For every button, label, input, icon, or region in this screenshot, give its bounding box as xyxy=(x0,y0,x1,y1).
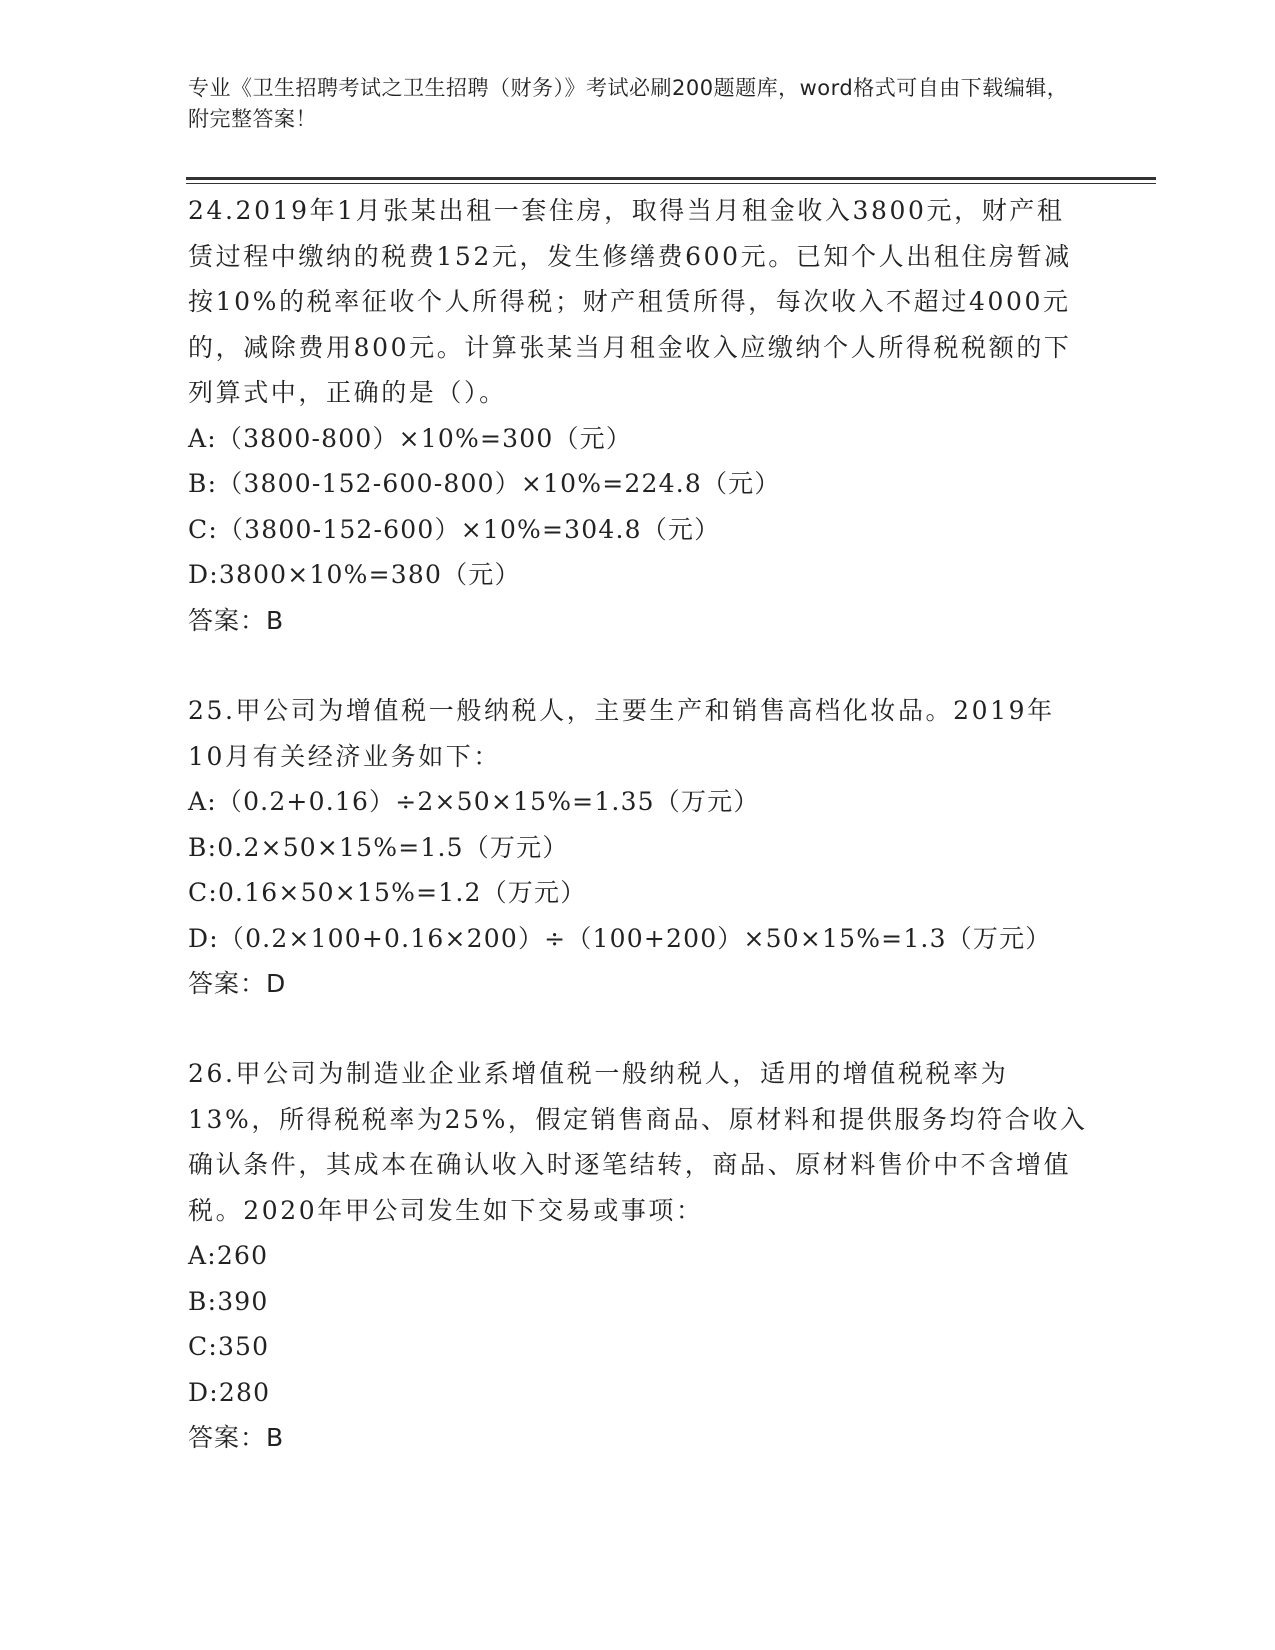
header-divider-thick xyxy=(186,177,1156,180)
question-stem: 26.甲公司为制造业企业系增值税一般纳税人，适用的增值税税率为13%，所得税税率为25%，假定销售商品、原材料和提供服务均符合收入确认条件，其成本在确认收入时逐笔结转，商品、原材料售价中不含增值税。2020年甲公司发生如下交易或事项： xyxy=(188,1059,1088,1225)
answer-line: 答案：B xyxy=(188,605,285,635)
option-a: A:260 xyxy=(188,1241,269,1270)
option-c: C:0.16×50×15%=1.2（万元） xyxy=(188,878,587,907)
question-26 xyxy=(188,1051,1088,1461)
option-d: D:3800×10%=380（元） xyxy=(188,560,521,589)
option-a: A:（0.2+0.16）÷2×50×15%=1.35（万元） xyxy=(188,787,760,816)
document-header: 专业《卫生招聘考试之卫生招聘（财务）》考试必刷200题题库，word格式可自由下载编辑，附完整答案！ xyxy=(188,76,1069,131)
option-d: D:280 xyxy=(188,1377,271,1407)
option-b: B:0.2×50×15%=1.5（万元） xyxy=(188,832,569,862)
header-divider-thin xyxy=(186,183,1156,184)
answer-line: 答案：B xyxy=(188,1423,285,1452)
question-24 xyxy=(188,188,1088,643)
question-stem: 25.甲公司为增值税一般纳税人，主要生产和销售高档化妆品。2019年10月有关经济业务如下： xyxy=(188,696,1055,771)
question-stem: 24.2019年1月张某出租一套住房，取得当月租金收入3800元，财产租赁过程中缴纳的税费152元，发生修缮费600元。已知个人出租住房暂减按10%的税率征收个人所得税；财产租赁所得，每次收入不超过4000元的，减除费用800元。计算张某当月租金收入应缴纳个人所得税税额的下列算式中，正确的是（）。 xyxy=(188,196,1072,407)
question-25 xyxy=(188,688,1088,1007)
option-b: B:（3800-152-600-800）×10%=224.8（元） xyxy=(188,469,781,498)
answer-line: 答案：D xyxy=(188,969,287,998)
option-d: D:（0.2×100+0.16×200）÷（100+200）×50×15%=1.3（万元） xyxy=(188,923,1052,953)
option-a: A:（3800-800）×10%=300（元） xyxy=(188,423,633,453)
option-c: C:350 xyxy=(188,1332,270,1361)
option-b: B:390 xyxy=(188,1286,269,1316)
option-c: C:（3800-152-600）×10%=304.8（元） xyxy=(188,514,721,544)
